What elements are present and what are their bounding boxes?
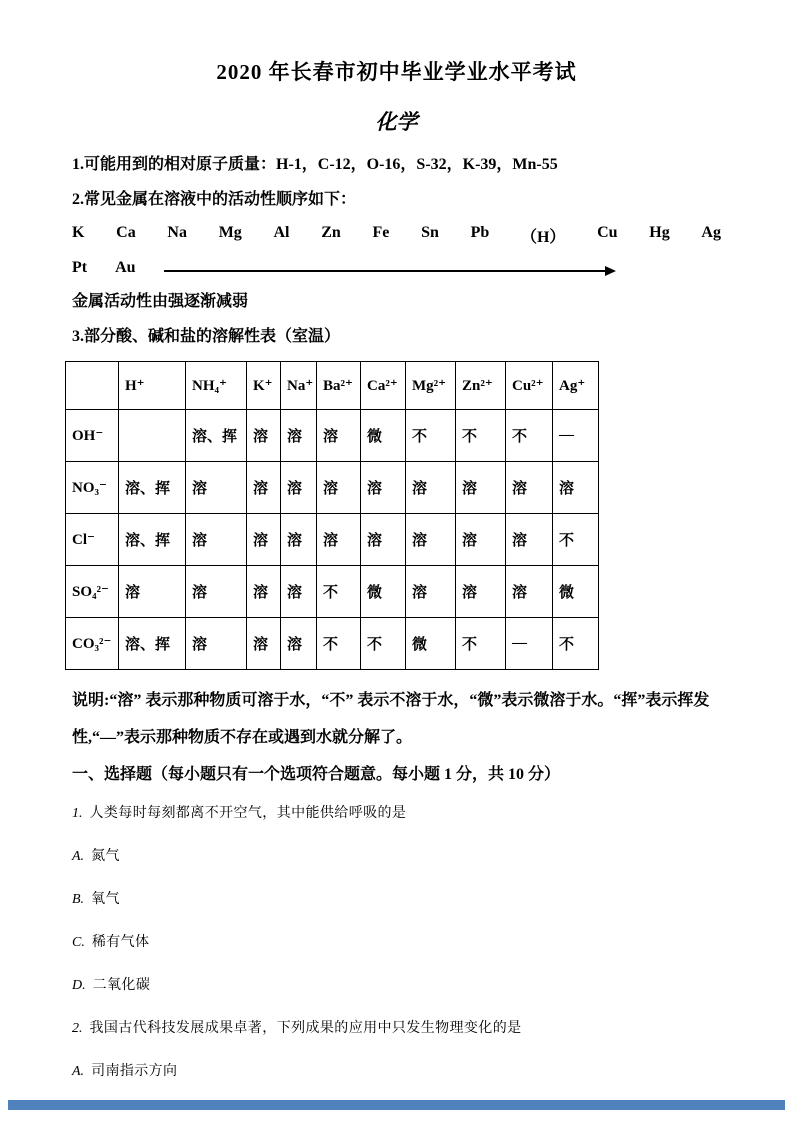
option-letter: A. <box>72 849 85 864</box>
solubility-cell: 不 <box>456 410 506 462</box>
solubility-cell: 溶 <box>247 618 281 670</box>
solubility-cell: 不 <box>317 566 361 618</box>
solubility-cell: 溶 <box>317 410 361 462</box>
metal-symbol: （H） <box>520 229 566 246</box>
cation-header-cell: Cu²⁺ <box>506 362 553 410</box>
solubility-cell: 溶 <box>281 514 317 566</box>
solubility-cell <box>119 410 186 462</box>
answer-option <box>72 892 721 908</box>
solubility-cell: 溶 <box>247 410 281 462</box>
metal-symbol: Pt <box>72 259 88 276</box>
solubility-cell: 溶、挥 <box>119 514 186 566</box>
cation-header-cell: Ca²⁺ <box>361 362 406 410</box>
arrow-head-icon <box>605 266 616 276</box>
solubility-cell: — <box>506 618 553 670</box>
option-letter: D. <box>72 978 86 993</box>
solubility-table <box>65 361 599 670</box>
solubility-cell: 溶 <box>456 462 506 514</box>
table-corner-cell <box>66 362 119 410</box>
solubility-cell: 溶 <box>186 462 247 514</box>
solubility-cell: — <box>553 410 599 462</box>
solubility-cell: 微 <box>406 618 456 670</box>
solubility-cell: 溶 <box>317 514 361 566</box>
section1-heading: 一、选择题（每小题只有一个选项符合题意。每小题 1 分，共 10 分） <box>72 766 561 783</box>
anion-label-cell: SO₄²⁻ <box>66 566 119 618</box>
metal-symbol: K <box>72 224 85 241</box>
metal-symbol: Mg <box>218 224 242 241</box>
questions-container <box>72 806 721 1080</box>
metal-activity-series-row2-items <box>72 259 164 277</box>
bottom-page-border <box>8 1100 785 1110</box>
table-notes-paragraph: 说明:“溶” 表示那种物质可溶于水，“不” 表示不溶于水，“微”表示微溶于水。“挥”表示挥发性,“—”表示那种物质不存在或遇到水就分解了。 <box>72 692 710 746</box>
solubility-cell: 溶 <box>281 566 317 618</box>
solubility-cell: 微 <box>361 566 406 618</box>
anion-label-cell: Cl⁻ <box>66 514 119 566</box>
cation-header-cell: Zn²⁺ <box>456 362 506 410</box>
solubility-cell: 溶 <box>361 462 406 514</box>
solubility-cell: 溶 <box>406 514 456 566</box>
answer-option <box>72 978 721 994</box>
cation-header-cell: NH₄⁺ <box>186 362 247 410</box>
solubility-cell: 溶、挥 <box>186 410 247 462</box>
solubility-cell: 不 <box>506 410 553 462</box>
solubility-cell: 微 <box>361 410 406 462</box>
question <box>72 806 721 822</box>
table-row <box>66 410 599 462</box>
page-subtitle: 化学 <box>375 110 418 134</box>
question <box>72 1021 721 1037</box>
metal-symbol: Au <box>115 259 136 276</box>
option-text: 氮气 <box>91 849 120 864</box>
solubility-cell: 溶 <box>186 566 247 618</box>
solubility-cell: 溶 <box>281 410 317 462</box>
metal-symbol: Sn <box>421 224 439 241</box>
solubility-cell: 溶 <box>506 514 553 566</box>
solubility-cell: 溶 <box>506 566 553 618</box>
page-title: 2020 年长春市初中毕业学业水平考试 <box>216 60 577 84</box>
solubility-cell: 不 <box>406 410 456 462</box>
table-row <box>66 618 599 670</box>
solubility-cell: 溶 <box>406 462 456 514</box>
metal-symbol: Ag <box>701 224 721 241</box>
metal-symbol: Pb <box>470 224 490 241</box>
metal-symbol: Hg <box>649 224 670 241</box>
solubility-cell: 溶 <box>186 618 247 670</box>
solubility-cell: 不 <box>456 618 506 670</box>
answer-option <box>72 849 721 865</box>
question-number: 2. <box>72 1021 83 1036</box>
anion-label-cell: OH⁻ <box>66 410 119 462</box>
anion-label-cell: CO₃²⁻ <box>66 618 119 670</box>
solubility-cell: 溶 <box>281 462 317 514</box>
metal-activity-series-row1 <box>72 224 721 247</box>
metal-symbol: Cu <box>597 224 618 241</box>
question-text: 我国古代科技发展成果卓著，下列成果的应用中只发生物理变化的是 <box>89 1021 522 1036</box>
cation-header-cell: K⁺ <box>247 362 281 410</box>
solubility-cell: 不 <box>361 618 406 670</box>
table-row <box>66 514 599 566</box>
option-letter: A. <box>72 1064 85 1079</box>
solubility-cell: 溶 <box>247 566 281 618</box>
solubility-cell: 溶 <box>247 514 281 566</box>
cation-header-cell: Ba²⁺ <box>317 362 361 410</box>
option-text: 二氧化碳 <box>92 978 151 993</box>
anion-label-cell: NO₃⁻ <box>66 462 119 514</box>
solubility-cell: 溶 <box>247 462 281 514</box>
table-header-row <box>66 362 599 410</box>
option-text: 氧气 <box>91 892 120 907</box>
metal-activity-series-row2 <box>72 259 721 277</box>
solubility-table-caption: 3.部分酸、碱和盐的溶解性表（室温） <box>72 328 341 345</box>
solubility-cell: 不 <box>317 618 361 670</box>
metal-symbol: Fe <box>372 224 390 241</box>
option-text: 司南指示方向 <box>91 1064 178 1079</box>
cation-header-cell: H⁺ <box>119 362 186 410</box>
solubility-cell: 不 <box>553 514 599 566</box>
solubility-cell: 溶 <box>317 462 361 514</box>
solubility-cell: 溶 <box>281 618 317 670</box>
solubility-cell: 溶 <box>119 566 186 618</box>
cation-header-cell: Ag⁺ <box>553 362 599 410</box>
cation-header-cell: Na⁺ <box>281 362 317 410</box>
solubility-cell: 溶 <box>456 566 506 618</box>
option-letter: B. <box>72 892 85 907</box>
solubility-cell: 微 <box>553 566 599 618</box>
metal-symbol: Ca <box>116 224 136 241</box>
activity-direction-arrow <box>164 266 616 276</box>
arrow-line <box>164 270 605 272</box>
solubility-cell: 溶 <box>361 514 406 566</box>
solubility-cell: 溶、挥 <box>119 618 186 670</box>
solubility-cell: 溶 <box>186 514 247 566</box>
option-text: 稀有气体 <box>91 935 150 950</box>
question-text: 人类每时每刻都离不开空气，其中能供给呼吸的是 <box>89 806 407 821</box>
solubility-cell: 溶 <box>456 514 506 566</box>
solubility-cell: 溶 <box>553 462 599 514</box>
option-letter: C. <box>72 935 85 950</box>
table-row <box>66 566 599 618</box>
solubility-cell: 不 <box>553 618 599 670</box>
activity-series-intro: 2.常见金属在溶液中的活动性顺序如下： <box>72 191 357 208</box>
activity-note-line: 金属活动性由强逐渐减弱 <box>72 293 249 310</box>
metal-symbol: Na <box>167 224 187 241</box>
solubility-cell: 溶、挥 <box>119 462 186 514</box>
answer-option <box>72 1064 721 1080</box>
metal-symbol: Zn <box>321 224 341 241</box>
table-row <box>66 462 599 514</box>
question-number: 1. <box>72 806 83 821</box>
atomic-masses-line: 1.可能用到的相对原子质量：H-1，C-12，O-16，S-32，K-39，Mn-55 <box>72 156 558 173</box>
cation-header-cell: Mg²⁺ <box>406 362 456 410</box>
solubility-cell: 溶 <box>506 462 553 514</box>
answer-option <box>72 935 721 951</box>
metal-symbol: Al <box>273 224 290 241</box>
solubility-cell: 溶 <box>406 566 456 618</box>
